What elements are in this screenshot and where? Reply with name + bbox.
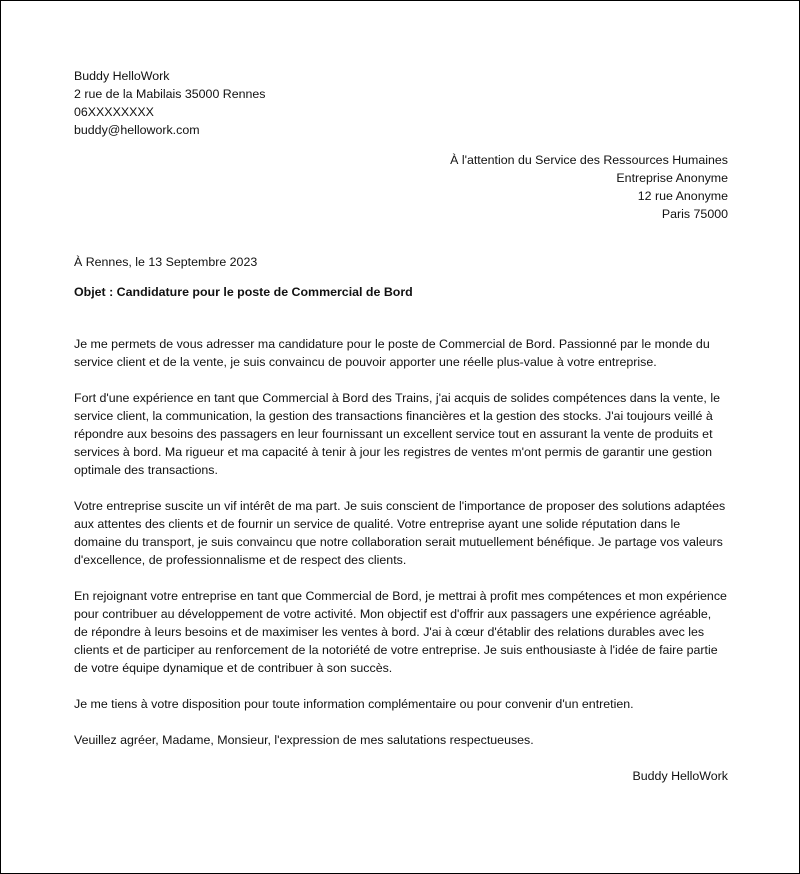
recipient-attention: À l'attention du Service des Ressources Humaines — [450, 153, 728, 167]
body-paragraph: Fort d'une expérience en tant que Commercial à Bord des Trains, j'ai acquis de solides compétences dans la vente, le service client, la communication, la gestion des transactions financières et la gestion des stocks. J'ai toujours veillé à répondre aux besoins des passagers en leur fournissant un excellent service tout en assurant la vente de produits et services à bord. Ma rigueur et ma capacité à tenir à jour les registres de ventes m'ont permis de garantir une gestion optimale des transactions. — [74, 391, 720, 477]
recipient-block — [74, 151, 728, 223]
signature: Buddy HelloWork — [632, 769, 728, 783]
letter-subject: Objet : Candidature pour le poste de Commercial de Bord — [74, 285, 413, 299]
recipient-city: Paris 75000 — [661, 207, 728, 221]
body-paragraph: Je me tiens à votre disposition pour toute information complémentaire ou pour convenir d'un entretien. — [74, 697, 634, 711]
sender-name: Buddy HelloWork — [74, 69, 170, 83]
letter-date: À Rennes, le 13 Septembre 2023 — [74, 255, 258, 269]
recipient-street: 12 rue Anonyme — [637, 189, 728, 203]
letter-body — [74, 335, 728, 749]
sender-block — [74, 67, 728, 139]
closing-paragraph: Veuillez agréer, Madame, Monsieur, l'expression de mes salutations respectueuses. — [74, 733, 534, 747]
sender-address: 2 rue de la Mabilais 35000 Rennes — [74, 87, 266, 101]
body-paragraph: Votre entreprise suscite un vif intérêt de ma part. Je suis conscient de l'importance de proposer des solutions adaptées aux attentes des clients et de fournir un service de qualité. Votre entreprise ayant une solide réputation dans le domaine du transport, je suis convaincu que notre collaboration serait mutuellement bénéfique. Je partage vos valeurs d'excellence, de professionnalisme et de respect des clients. — [74, 499, 726, 567]
sender-email: buddy@hellowork.com — [74, 123, 200, 137]
body-paragraph: En rejoignant votre entreprise en tant que Commercial de Bord, je mettrai à profit mes compétences et mon expérience pour contribuer au développement de votre activité. Mon objectif est d'offrir aux passagers une expérience agréable, de répondre à leurs besoins et de maximiser les ventes à bord. J'ai à cœur d'établir des relations durables avec les clients et de participer au renforcement de la notoriété de votre entreprise. Je suis enthousiaste à l'idée de faire partie de votre équipe dynamique et de contribuer à son succès. — [74, 589, 727, 675]
sender-phone: 06XXXXXXXX — [74, 105, 154, 119]
recipient-company: Entreprise Anonyme — [616, 171, 728, 185]
letter-content — [74, 67, 728, 785]
body-paragraph: Je me permets de vous adresser ma candidature pour le poste de Commercial de Bord. Passionné par le monde du service client et de la vente, je suis convaincu de pouvoir apporter une réelle plus-value à votre entreprise. — [74, 337, 710, 369]
